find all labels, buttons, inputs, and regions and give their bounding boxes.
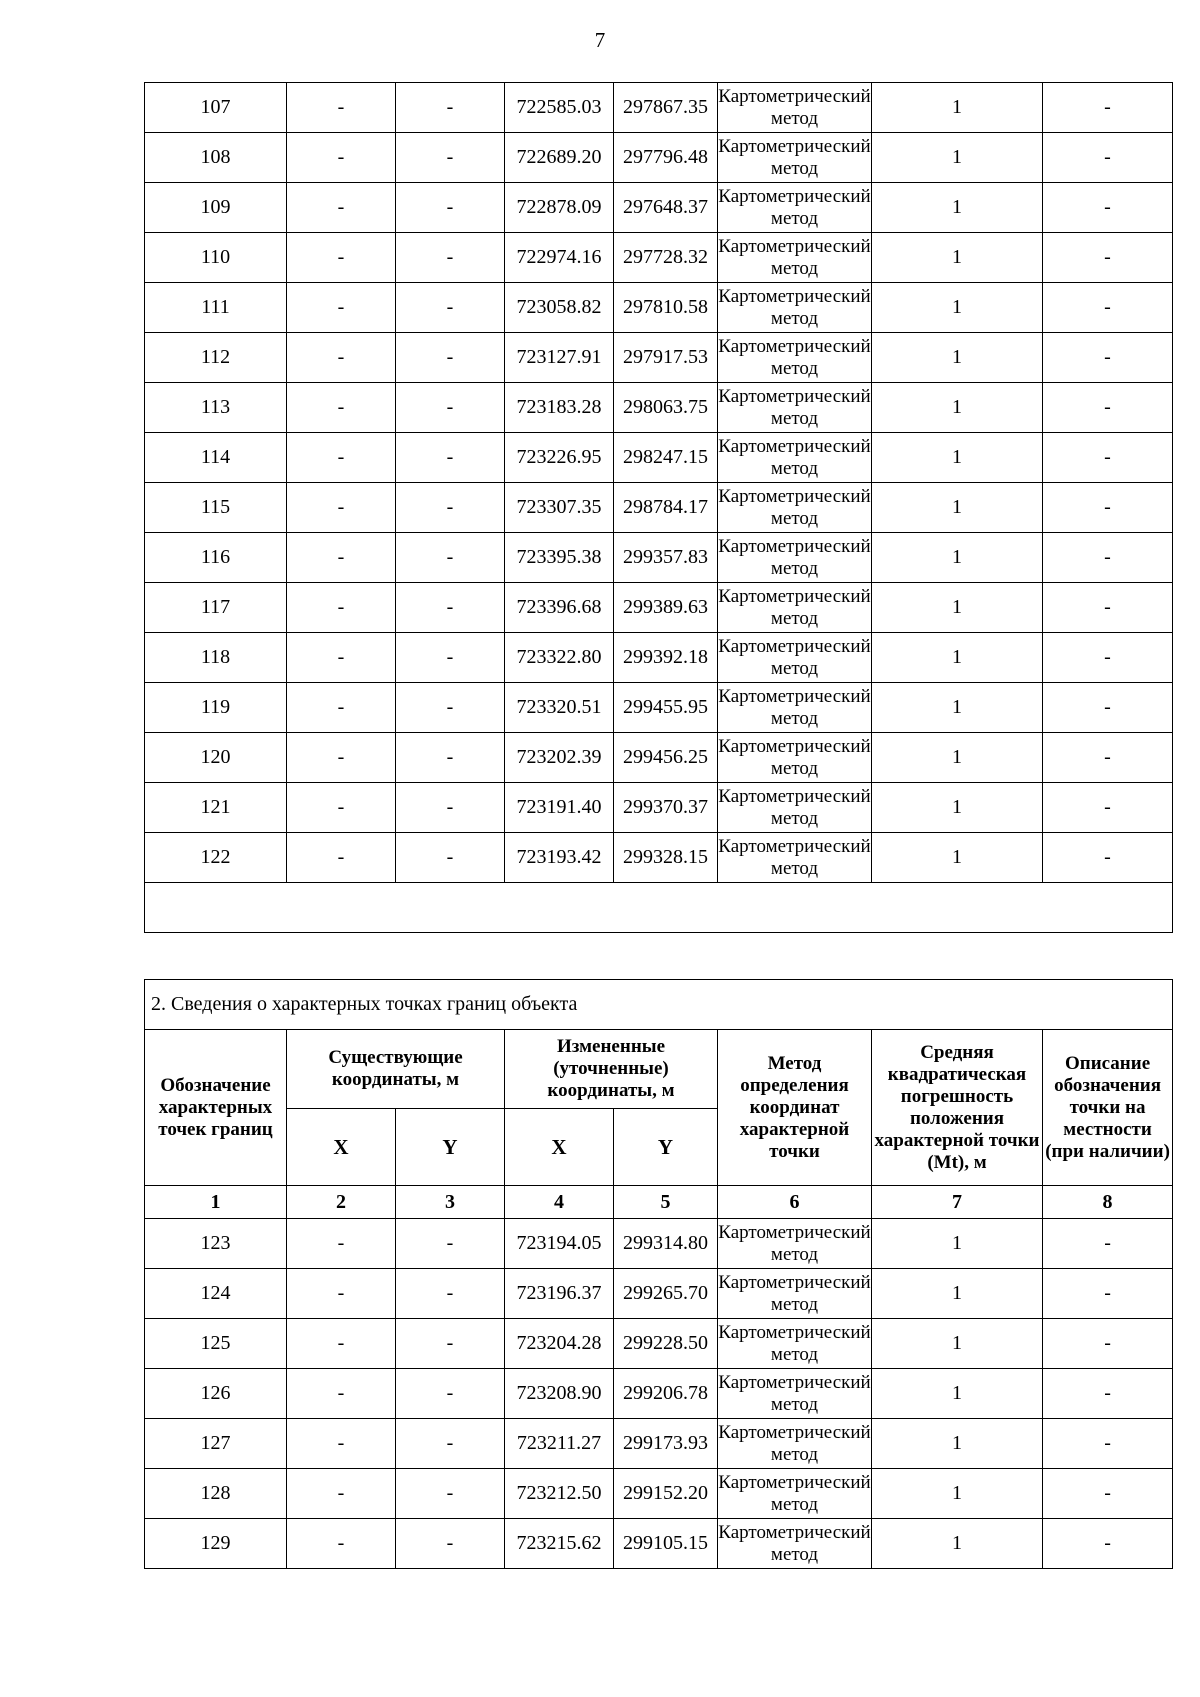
empty-row (145, 883, 1173, 933)
error-cell: 1 (872, 133, 1043, 183)
point-id-cell: 113 (145, 383, 287, 433)
description-cell: - (1043, 583, 1173, 633)
existing-x-cell: - (287, 183, 396, 233)
column-numbers-row (145, 1186, 1173, 1219)
existing-x-cell: - (287, 1419, 396, 1469)
method-cell: Картометрический метод (718, 183, 872, 233)
existing-y-cell: - (396, 183, 505, 233)
method-cell: Картометрический метод (718, 1369, 872, 1419)
new-y-cell: 299357.83 (614, 533, 718, 583)
point-id-cell: 122 (145, 833, 287, 883)
existing-x-cell: - (287, 283, 396, 333)
point-id-cell: 129 (145, 1519, 287, 1569)
header-description: Описание обозначения точки на местности (при наличии) (1043, 1030, 1173, 1186)
point-id-cell: 111 (145, 283, 287, 333)
point-id-cell: 118 (145, 633, 287, 683)
existing-y-cell: - (396, 283, 505, 333)
point-id-cell: 117 (145, 583, 287, 633)
new-y-cell: 297917.53 (614, 333, 718, 383)
existing-x-cell: - (287, 1369, 396, 1419)
col-number: 2 (287, 1186, 396, 1219)
point-id-cell: 109 (145, 183, 287, 233)
error-cell: 1 (872, 533, 1043, 583)
new-x-cell: 723215.62 (505, 1519, 614, 1569)
table-row (145, 1419, 1173, 1469)
existing-x-cell: - (287, 833, 396, 883)
point-id-cell: 110 (145, 233, 287, 283)
existing-y-cell: - (396, 483, 505, 533)
existing-y-cell: - (396, 1369, 505, 1419)
header-x-changed: X (505, 1109, 614, 1186)
description-cell: - (1043, 133, 1173, 183)
table2-body (145, 1219, 1173, 1569)
description-cell: - (1043, 83, 1173, 133)
existing-y-cell: - (396, 83, 505, 133)
existing-y-cell: - (396, 383, 505, 433)
table-row (145, 133, 1173, 183)
error-cell: 1 (872, 1219, 1043, 1269)
point-id-cell: 108 (145, 133, 287, 183)
new-y-cell: 299456.25 (614, 733, 718, 783)
new-x-cell: 723058.82 (505, 283, 614, 333)
point-id-cell: 126 (145, 1369, 287, 1419)
existing-x-cell: - (287, 683, 396, 733)
existing-x-cell: - (287, 333, 396, 383)
header-error: Средняя квадратическая погрешность положения характерной точки (Mt), м (872, 1030, 1043, 1186)
point-id-cell: 125 (145, 1319, 287, 1369)
new-y-cell: 299328.15 (614, 833, 718, 883)
existing-y-cell: - (396, 1219, 505, 1269)
description-cell: - (1043, 533, 1173, 583)
new-x-cell: 723194.05 (505, 1219, 614, 1269)
method-cell: Картометрический метод (718, 733, 872, 783)
new-x-cell: 723212.50 (505, 1469, 614, 1519)
method-cell: Картометрический метод (718, 683, 872, 733)
point-id-cell: 114 (145, 433, 287, 483)
header-x-existing: X (287, 1109, 396, 1186)
error-cell: 1 (872, 183, 1043, 233)
table-row (145, 833, 1173, 883)
col-number: 3 (396, 1186, 505, 1219)
error-cell: 1 (872, 1269, 1043, 1319)
method-cell: Картометрический метод (718, 1519, 872, 1569)
new-x-cell: 723211.27 (505, 1419, 614, 1469)
description-cell: - (1043, 383, 1173, 433)
empty-cell (145, 883, 1173, 933)
existing-x-cell: - (287, 483, 396, 533)
table-row (145, 1269, 1173, 1319)
table-row (145, 1469, 1173, 1519)
error-cell: 1 (872, 733, 1043, 783)
col-number: 5 (614, 1186, 718, 1219)
table-row (145, 333, 1173, 383)
new-x-cell: 723307.35 (505, 483, 614, 533)
error-cell: 1 (872, 333, 1043, 383)
new-y-cell: 299206.78 (614, 1369, 718, 1419)
point-id-cell: 127 (145, 1419, 287, 1469)
method-cell: Картометрический метод (718, 1419, 872, 1469)
existing-y-cell: - (396, 333, 505, 383)
new-y-cell: 299314.80 (614, 1219, 718, 1269)
existing-x-cell: - (287, 1319, 396, 1369)
description-cell: - (1043, 1369, 1173, 1419)
error-cell: 1 (872, 483, 1043, 533)
description-cell: - (1043, 1519, 1173, 1569)
col-number: 7 (872, 1186, 1043, 1219)
existing-y-cell: - (396, 583, 505, 633)
existing-y-cell: - (396, 833, 505, 883)
header-y-existing: Y (396, 1109, 505, 1186)
error-cell: 1 (872, 683, 1043, 733)
new-y-cell: 299455.95 (614, 683, 718, 733)
new-y-cell: 297810.58 (614, 283, 718, 333)
method-cell: Картометрический метод (718, 233, 872, 283)
new-x-cell: 723204.28 (505, 1319, 614, 1369)
error-cell: 1 (872, 583, 1043, 633)
new-y-cell: 299265.70 (614, 1269, 718, 1319)
existing-x-cell: - (287, 733, 396, 783)
existing-y-cell: - (396, 733, 505, 783)
method-cell: Картометрический метод (718, 83, 872, 133)
description-cell: - (1043, 1319, 1173, 1369)
boundary-points-table (144, 979, 1173, 1569)
header-existing: Существующие координаты, м (287, 1030, 505, 1109)
point-id-cell: 124 (145, 1269, 287, 1319)
table-row (145, 83, 1173, 133)
new-y-cell: 297867.35 (614, 83, 718, 133)
method-cell: Картометрический метод (718, 1219, 872, 1269)
table-row (145, 1319, 1173, 1369)
point-id-cell: 128 (145, 1469, 287, 1519)
error-cell: 1 (872, 1469, 1043, 1519)
header-changed: Измененные (уточненные) координаты, м (505, 1030, 718, 1109)
description-cell: - (1043, 1419, 1173, 1469)
existing-x-cell: - (287, 783, 396, 833)
method-cell: Картометрический метод (718, 533, 872, 583)
description-cell: - (1043, 433, 1173, 483)
header-y-changed: Y (614, 1109, 718, 1186)
section-title: 2. Сведения о характерных точках границ объекта (145, 980, 1173, 1030)
error-cell: 1 (872, 783, 1043, 833)
section-title-row (145, 980, 1173, 1030)
existing-y-cell: - (396, 1519, 505, 1569)
error-cell: 1 (872, 833, 1043, 883)
existing-x-cell: - (287, 1269, 396, 1319)
description-cell: - (1043, 683, 1173, 733)
new-y-cell: 298063.75 (614, 383, 718, 433)
error-cell: 1 (872, 233, 1043, 283)
new-y-cell: 299173.93 (614, 1419, 718, 1469)
new-x-cell: 722974.16 (505, 233, 614, 283)
point-id-cell: 120 (145, 733, 287, 783)
new-y-cell: 298784.17 (614, 483, 718, 533)
table1-body (145, 83, 1173, 883)
existing-y-cell: - (396, 533, 505, 583)
table-row (145, 533, 1173, 583)
table-row (145, 733, 1173, 783)
point-id-cell: 123 (145, 1219, 287, 1269)
point-id-cell: 107 (145, 83, 287, 133)
new-x-cell: 722689.20 (505, 133, 614, 183)
point-id-cell: 112 (145, 333, 287, 383)
existing-x-cell: - (287, 633, 396, 683)
table-row (145, 1519, 1173, 1569)
existing-y-cell: - (396, 1469, 505, 1519)
existing-x-cell: - (287, 233, 396, 283)
new-y-cell: 297796.48 (614, 133, 718, 183)
page-number: 7 (594, 28, 606, 52)
new-y-cell: 299389.63 (614, 583, 718, 633)
method-cell: Картометрический метод (718, 1319, 872, 1369)
description-cell: - (1043, 1469, 1173, 1519)
new-x-cell: 723322.80 (505, 633, 614, 683)
description-cell: - (1043, 783, 1173, 833)
error-cell: 1 (872, 83, 1043, 133)
method-cell: Картометрический метод (718, 833, 872, 883)
header-designation: Обозначение характерных точек границ (145, 1030, 287, 1186)
existing-x-cell: - (287, 1519, 396, 1569)
col-number: 6 (718, 1186, 872, 1219)
col-number: 8 (1043, 1186, 1173, 1219)
table-row (145, 783, 1173, 833)
new-x-cell: 723193.42 (505, 833, 614, 883)
method-cell: Картометрический метод (718, 1269, 872, 1319)
new-y-cell: 298247.15 (614, 433, 718, 483)
description-cell: - (1043, 1219, 1173, 1269)
method-cell: Картометрический метод (718, 783, 872, 833)
description-cell: - (1043, 233, 1173, 283)
new-y-cell: 297728.32 (614, 233, 718, 283)
table-row (145, 633, 1173, 683)
error-cell: 1 (872, 433, 1043, 483)
existing-y-cell: - (396, 633, 505, 683)
table-row (145, 483, 1173, 533)
error-cell: 1 (872, 383, 1043, 433)
new-x-cell: 722585.03 (505, 83, 614, 133)
new-y-cell: 299370.37 (614, 783, 718, 833)
method-cell: Картометрический метод (718, 383, 872, 433)
new-x-cell: 723320.51 (505, 683, 614, 733)
description-cell: - (1043, 833, 1173, 883)
existing-y-cell: - (396, 133, 505, 183)
new-x-cell: 722878.09 (505, 183, 614, 233)
table-row (145, 183, 1173, 233)
new-y-cell: 299228.50 (614, 1319, 718, 1369)
point-id-cell: 115 (145, 483, 287, 533)
existing-x-cell: - (287, 383, 396, 433)
description-cell: - (1043, 633, 1173, 683)
existing-x-cell: - (287, 433, 396, 483)
existing-y-cell: - (396, 433, 505, 483)
new-x-cell: 723127.91 (505, 333, 614, 383)
new-y-cell: 297648.37 (614, 183, 718, 233)
existing-y-cell: - (396, 783, 505, 833)
existing-y-cell: - (396, 1269, 505, 1319)
error-cell: 1 (872, 1519, 1043, 1569)
error-cell: 1 (872, 633, 1043, 683)
table-row (145, 1369, 1173, 1419)
error-cell: 1 (872, 283, 1043, 333)
method-cell: Картометрический метод (718, 583, 872, 633)
description-cell: - (1043, 333, 1173, 383)
method-cell: Картометрический метод (718, 483, 872, 533)
table-row (145, 1219, 1173, 1269)
header-method: Метод определения координат характерной точки (718, 1030, 872, 1186)
description-cell: - (1043, 283, 1173, 333)
new-x-cell: 723208.90 (505, 1369, 614, 1419)
existing-y-cell: - (396, 1319, 505, 1369)
error-cell: 1 (872, 1319, 1043, 1369)
table-row (145, 283, 1173, 333)
point-id-cell: 119 (145, 683, 287, 733)
new-y-cell: 299105.15 (614, 1519, 718, 1569)
point-id-cell: 121 (145, 783, 287, 833)
description-cell: - (1043, 733, 1173, 783)
existing-x-cell: - (287, 1469, 396, 1519)
table-row (145, 583, 1173, 633)
new-x-cell: 723183.28 (505, 383, 614, 433)
new-x-cell: 723395.38 (505, 533, 614, 583)
description-cell: - (1043, 183, 1173, 233)
new-x-cell: 723226.95 (505, 433, 614, 483)
new-y-cell: 299152.20 (614, 1469, 718, 1519)
point-id-cell: 116 (145, 533, 287, 583)
table-row (145, 433, 1173, 483)
existing-x-cell: - (287, 583, 396, 633)
new-y-cell: 299392.18 (614, 633, 718, 683)
existing-x-cell: - (287, 83, 396, 133)
new-x-cell: 723202.39 (505, 733, 614, 783)
new-x-cell: 723396.68 (505, 583, 614, 633)
coordinates-table-continued (144, 82, 1173, 933)
method-cell: Картометрический метод (718, 1469, 872, 1519)
method-cell: Картометрический метод (718, 283, 872, 333)
error-cell: 1 (872, 1419, 1043, 1469)
method-cell: Картометрический метод (718, 633, 872, 683)
table-row (145, 383, 1173, 433)
table-row (145, 233, 1173, 283)
header-row (145, 1030, 1173, 1109)
method-cell: Картометрический метод (718, 333, 872, 383)
description-cell: - (1043, 1269, 1173, 1319)
existing-y-cell: - (396, 233, 505, 283)
existing-y-cell: - (396, 683, 505, 733)
new-x-cell: 723191.40 (505, 783, 614, 833)
new-x-cell: 723196.37 (505, 1269, 614, 1319)
error-cell: 1 (872, 1369, 1043, 1419)
table-row (145, 683, 1173, 733)
existing-x-cell: - (287, 533, 396, 583)
existing-y-cell: - (396, 1419, 505, 1469)
existing-x-cell: - (287, 133, 396, 183)
col-number: 1 (145, 1186, 287, 1219)
method-cell: Картометрический метод (718, 433, 872, 483)
col-number: 4 (505, 1186, 614, 1219)
description-cell: - (1043, 483, 1173, 533)
existing-x-cell: - (287, 1219, 396, 1269)
method-cell: Картометрический метод (718, 133, 872, 183)
